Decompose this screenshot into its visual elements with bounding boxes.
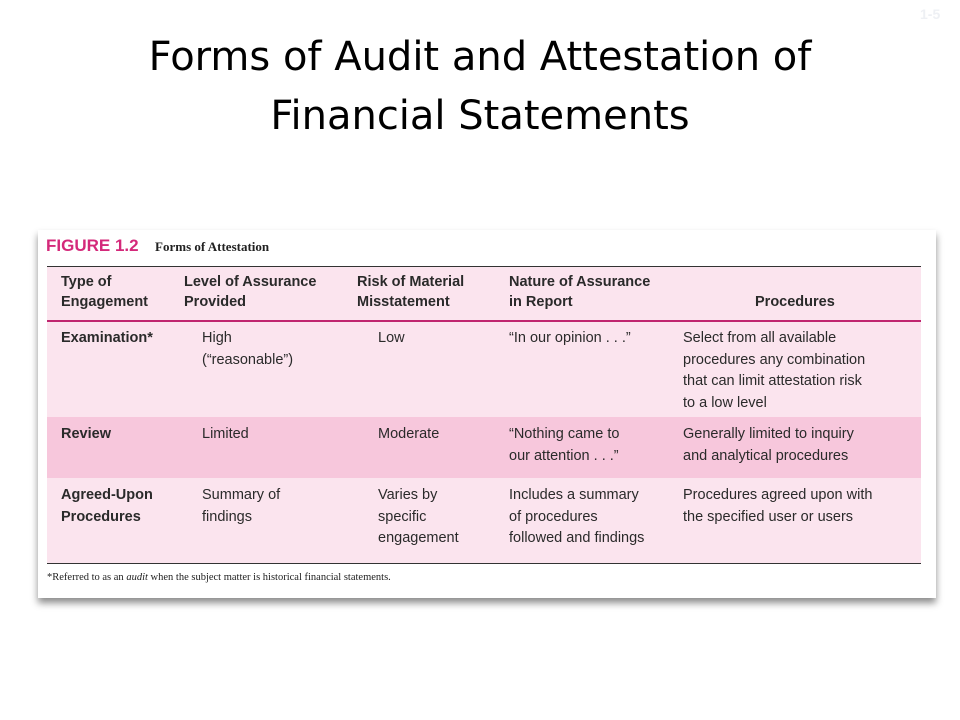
table-row-agreed-upon-procedures xyxy=(47,478,921,562)
cell-procedures: Procedures agreed upon with the specified user or users xyxy=(683,487,873,525)
figure-image xyxy=(38,230,936,598)
cell-nature: “In our opinion . . .” xyxy=(509,330,631,346)
cell-procedures: Select from all available procedures any combination that can limit attestation risk to a low level xyxy=(683,330,866,411)
slide-title-line-2: Financial Statements xyxy=(270,93,690,139)
cell-assurance: Summary of findings xyxy=(202,487,281,525)
slide-number: 1-5 xyxy=(920,6,941,22)
table-row-examination xyxy=(47,321,921,417)
cell-assurance: Limited xyxy=(202,426,249,442)
cell-type: Review xyxy=(61,426,111,442)
cell-risk: Varies by specific engagement xyxy=(378,487,459,546)
attestation-table xyxy=(47,266,921,564)
header-procedures: Procedures xyxy=(755,294,835,310)
figure-header xyxy=(46,236,269,262)
header-nature-of-assurance: Nature of Assurance in Report xyxy=(509,274,651,310)
cell-procedures: Generally limited to inquiry and analytical procedures xyxy=(683,426,854,464)
header-type-of-engagement: Type of Engagement xyxy=(61,274,149,310)
cell-nature: Includes a summary of procedures followed and findings xyxy=(509,487,645,546)
header-risk-of-material-misstatement: Risk of Material Misstatement xyxy=(357,274,465,310)
figure-caption: Forms of Attestation xyxy=(155,239,270,254)
table-row-review xyxy=(47,417,921,478)
slide-title-line-1: Forms of Audit and Attestation of xyxy=(148,34,812,80)
header-level-of-assurance: Level of Assurance Provided xyxy=(184,274,317,310)
table-header-row xyxy=(47,267,921,322)
cell-nature: “Nothing came to our attention . . .” xyxy=(509,426,620,464)
cell-type: Agreed-Upon Procedures xyxy=(61,487,153,525)
cell-assurance: High (“reasonable”) xyxy=(202,330,294,368)
figure-label: FIGURE 1.2 xyxy=(46,236,139,255)
footnote-emphasis: audit xyxy=(126,572,148,583)
slide-title xyxy=(40,28,920,146)
cell-risk: Moderate xyxy=(378,426,440,442)
cell-type: Examination* xyxy=(61,330,153,346)
table-footnote: *Referred to as an audit when the subject matter is historical financial statements. xyxy=(47,572,391,583)
cell-risk: Low xyxy=(378,330,405,346)
